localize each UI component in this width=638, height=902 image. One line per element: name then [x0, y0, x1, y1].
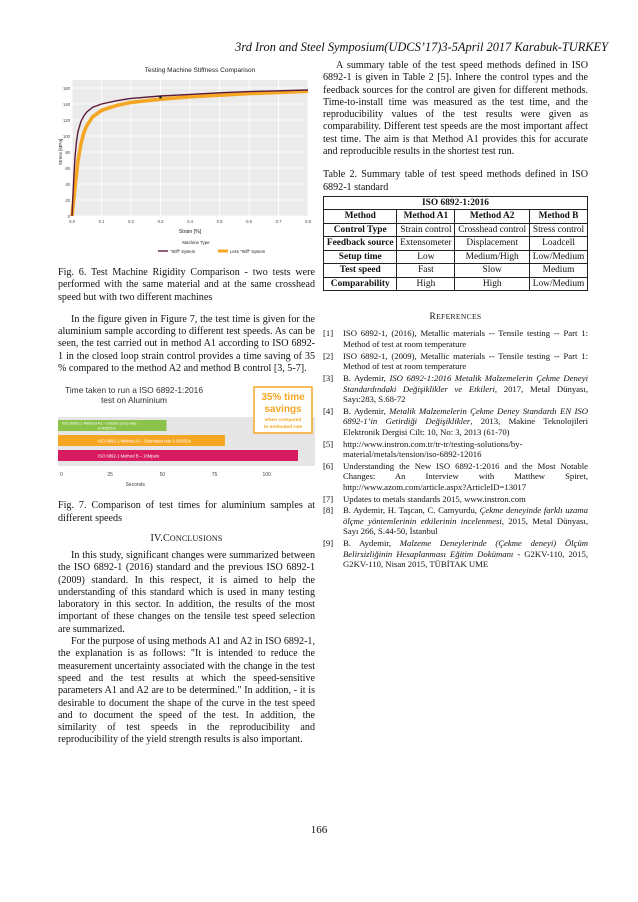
page-number: 166	[310, 824, 328, 836]
reference-title: ISO 6892-1:2016 Metalik Malzemelerin Çekme Deneyi Standardındaki Değişiklikler ve Etkileri	[343, 373, 588, 394]
paragraph-table-intro: A summary table of the test speed methods defined in ISO 6892-1 is given in Table 2 [5]. Inhere the control types and the feedback sources for the control are given for different methods. Time-to-install time was measured as the test time, and the reproducibility values of the test results were given as comparability. Different test speeds are the most important affect test time. The aim is that Method A1 provides this for accurate and reproducible results in the shortest test run.	[323, 60, 588, 158]
section-number: IV.	[150, 532, 163, 544]
y-tick-label: 20	[65, 198, 70, 203]
y-tick-label: 140	[63, 102, 70, 107]
reference-title: Malzeme Deneylerinde (Çekme deneyi) Ölçüm Belirsizliğinin Hesaplanması Eğitim Dokümanı	[343, 538, 588, 559]
x-tick-label: 0.4	[187, 219, 193, 224]
table-cell: Loadcell	[530, 237, 588, 251]
reference-number: [2]	[323, 350, 334, 361]
reference-item	[323, 328, 588, 349]
table-cell: Fast	[397, 264, 455, 278]
reference-authors: B. Aydemir,	[343, 405, 390, 416]
left-column	[58, 60, 315, 747]
y-tick-label: 100	[63, 134, 70, 139]
reference-item	[323, 406, 588, 437]
table-header-cell: Method A1	[397, 210, 455, 224]
y-tick-label: 40	[65, 182, 70, 187]
reference-list	[323, 328, 588, 569]
reference-details: , 2015, Metal Dünyası, Sayı 266, S.44-50, İstanbul	[343, 515, 588, 537]
legend-title: Machine Type	[182, 240, 210, 245]
table-cell: Medium	[530, 264, 588, 278]
table-header-row	[324, 210, 588, 224]
y-tick-label: 80	[65, 150, 70, 155]
references-title-rest: EFERENCES	[436, 312, 482, 322]
table-title-row	[324, 196, 588, 210]
reference-number: [9]	[323, 538, 334, 549]
bar-label-2: ISO 6892-1 Method B – 10Mpa/s	[98, 453, 160, 459]
legend-label-1: Less "Stiff" System	[230, 249, 266, 254]
running-header: 3rd Iron and Steel Symposium(UDCS’17)3-5April 2017 Karabuk-TURKEY	[235, 40, 608, 54]
legend-label-0: "Stiff" System	[170, 249, 196, 254]
right-column	[323, 60, 588, 571]
x-tick-label: 0.0	[69, 219, 75, 224]
reference-text: http://www.instron.com.tr/tr-tr/testing-solutions/by-material/metals/tension/iso-6892-12016	[343, 438, 523, 459]
x-tick-label: 0.6	[246, 219, 252, 224]
reference-text	[343, 406, 588, 437]
x-tick-label: 25	[107, 472, 113, 479]
figure-7	[58, 384, 315, 496]
callout-line2: savings	[264, 404, 302, 416]
figure-6	[58, 60, 315, 264]
table-cell: Displacement	[455, 237, 530, 251]
table-row-header: Setup time	[324, 250, 397, 264]
table-row	[324, 250, 588, 264]
table-row-header: Comparability	[324, 277, 397, 291]
chart-title: Time taken to run a ISO 6892-1:2016	[65, 385, 203, 396]
x-tick-label: 0.2	[128, 219, 134, 224]
y-tick-label: 120	[63, 118, 70, 123]
figure-6-caption: Fig. 6. Test Machine Rigidity Comparison - two tests were performed with the same material and at the same crosshead speed but with two different machines	[58, 267, 315, 303]
section-title-rest: ONCLUSIONS	[169, 533, 223, 543]
x-tick-label: 0.7	[275, 219, 282, 224]
y-tick-label: 0	[67, 214, 70, 219]
table-cell: High	[397, 277, 455, 291]
reference-item	[323, 351, 588, 372]
bar-label-0: ISO 6892-1 Method A1 - Closed Loop rate	[62, 420, 137, 426]
reference-text: ISO 6892-1, (2016), Metallic materials -- Tensile testing -- Part 1: Method of test at room temperature	[343, 328, 588, 349]
x-tick-label: 50	[159, 472, 166, 479]
x-tick-label: 0.8	[305, 219, 311, 224]
table-cell: Low/Medium	[530, 250, 588, 264]
section-title-initial: C	[162, 532, 170, 544]
reference-authors: B. Aydemir,	[343, 538, 400, 549]
reference-item	[323, 505, 588, 536]
table-2-caption: Table 2. Summary table of test speed methods defined in ISO 6892-1 standard	[323, 169, 588, 193]
table-cell: Stress control	[530, 223, 588, 237]
conclusions-paragraph-2: For the purpose of using methods A1 and A2 in ISO 6892-1, the explanation is as follows: "It is intended to reduce the measurement uncertainty associated with the change in the test speed and the test results at which the speed-sensitive parameters A1 and A2 are to be determined." In addition, - it is desirable to document the shape of the curve in the test speed and to document the speed of the test. In addition, the similarity of test speeds in the reproducibility and reproducibility of the yield strength results is also important.	[58, 636, 315, 746]
y-tick-label: 60	[65, 166, 70, 171]
x-axis-label: Strain [%]	[178, 229, 202, 235]
reference-number: [3]	[323, 373, 334, 384]
table-cell: Low/Medium	[530, 277, 588, 291]
table-row-header: Control Type	[324, 223, 397, 237]
table-cell: High	[455, 277, 530, 291]
x-tick-label: 0.5	[216, 219, 223, 224]
reference-text: Understanding the New ISO 6892-1:2016 and the Most Notable Changes: An Interview with Matthew Spiret, http://www.azom.com/article.aspx?ArticleID=13017	[343, 460, 588, 492]
table-row	[324, 277, 588, 291]
reference-item	[323, 538, 588, 569]
x-tick-label: 0	[60, 472, 63, 479]
reference-authors: B. Aydemir, H. Taşcan, C. Camyurdu,	[343, 505, 480, 516]
reference-text: Updates to metals standards 2015, www.instron.com	[343, 493, 526, 504]
table-row-header: Test speed	[324, 264, 397, 278]
bar-sublabel-0: 0.00025/s	[98, 425, 116, 431]
reference-item	[323, 494, 588, 504]
chart-title: Testing Machine Stiffness Comparison	[144, 67, 256, 74]
reference-title: Metalik Malzemelerin Çekme Deney Standardı EN ISO 6892-1’in Getirdiği Değişiklikler	[343, 405, 588, 427]
conclusions-paragraph-1: In this study, significant changes were summarized between the ISO 6892-1 (2016) standard and the previous ISO 6892-1 (2009) standard. In this respect, it is aimed to help the understanding of this standard which is used in many testing laboratory in this sector. In addition, the results of the most important of these changes on the tensile test speed selection are summarized.	[58, 549, 315, 635]
table-cell: Crosshead control	[455, 223, 530, 237]
table-row	[324, 223, 588, 237]
reference-item	[323, 439, 588, 460]
table-cell: Strain control	[397, 223, 455, 237]
reference-item	[323, 461, 588, 492]
table-header-cell: Method B	[530, 210, 588, 224]
reference-number: [8]	[323, 505, 334, 516]
reference-text: ISO 6892-1, (2009), Metallic materials -- Tensile testing -- Part 1: Method of test at room temperature	[343, 350, 588, 372]
callout-small1: when compared	[264, 418, 302, 424]
table-row	[324, 237, 588, 251]
table-cell: Slow	[455, 264, 530, 278]
stiffness-chart	[58, 60, 315, 264]
reference-details: - G2KV-110, 2015, G2KV-110, Nisan 2015, TÜBİTAK UME	[343, 548, 588, 569]
reference-number: [1]	[323, 328, 334, 339]
x-axis-label: Seconds	[125, 482, 145, 489]
y-axis-label: Stress [MPa]	[58, 138, 63, 166]
reference-details: , 2017, Metal Dünyası, Sayı:283, S.68-72	[343, 383, 588, 404]
reference-text	[343, 538, 588, 569]
bar-2	[58, 450, 298, 461]
table-cell: Medium/High	[455, 250, 530, 264]
bar-label-1: ISO 6892-1 Method A2 - Estimated rate 0.00025/s	[98, 438, 191, 444]
test-time-chart	[58, 384, 315, 496]
paragraph-figure7-intro: In the figure given in Figure 7, the test time is given for the aluminium sample according to different test speeds. As can be seen, the test carried out in method A1 according to ISO 6892-1 in the closed loop strain control provides a time saving of 35 % compared to the method A2 and method B control [3, 5-7].	[58, 313, 315, 375]
table-title: ISO 6892-1:2016	[324, 196, 588, 210]
section-title-conclusions	[58, 533, 315, 544]
callout-small2: to estimated rate	[263, 425, 303, 431]
reference-number: [5]	[323, 438, 334, 449]
table-2	[323, 196, 588, 292]
marker-point	[159, 96, 162, 99]
reference-number: [6]	[323, 460, 334, 471]
table-header-cell: Method A2	[455, 210, 530, 224]
reference-title: Çekme deneyinde farklı uzama ölçme yöntemlerinin etkilerinin incelenmesi	[343, 505, 588, 526]
reference-text	[343, 373, 588, 404]
figure-7-caption: Fig. 7. Comparison of test times for aluminium samples at different speeds	[58, 500, 315, 524]
table-cell: Low	[397, 250, 455, 264]
references-title-initial: R	[429, 312, 437, 323]
chart-subtitle: test on Aluminium	[100, 395, 168, 406]
x-tick-label: 0.3	[157, 219, 164, 224]
x-tick-label: 75	[211, 472, 218, 479]
reference-number: [4]	[323, 405, 334, 416]
table-row-header: Feedback source	[324, 237, 397, 251]
callout-line1: 35% time	[261, 392, 305, 404]
reference-text	[343, 505, 588, 536]
table-header-cell: Method	[324, 210, 397, 224]
table-cell: Extensometer	[397, 237, 455, 251]
table-row	[324, 264, 588, 278]
references-title	[323, 312, 588, 322]
reference-item	[323, 373, 588, 404]
reference-number: [7]	[323, 493, 334, 504]
reference-authors: B. Aydemir,	[343, 373, 390, 384]
x-tick-label: 100	[262, 472, 271, 479]
reference-details: , 2013, Makine Teknolojileri Elektronik Dergisi Cilt: 10, No: 3, 2013 (61-70)	[343, 416, 588, 437]
x-tick-label: 0.1	[98, 219, 105, 224]
y-tick-label: 160	[63, 86, 70, 91]
